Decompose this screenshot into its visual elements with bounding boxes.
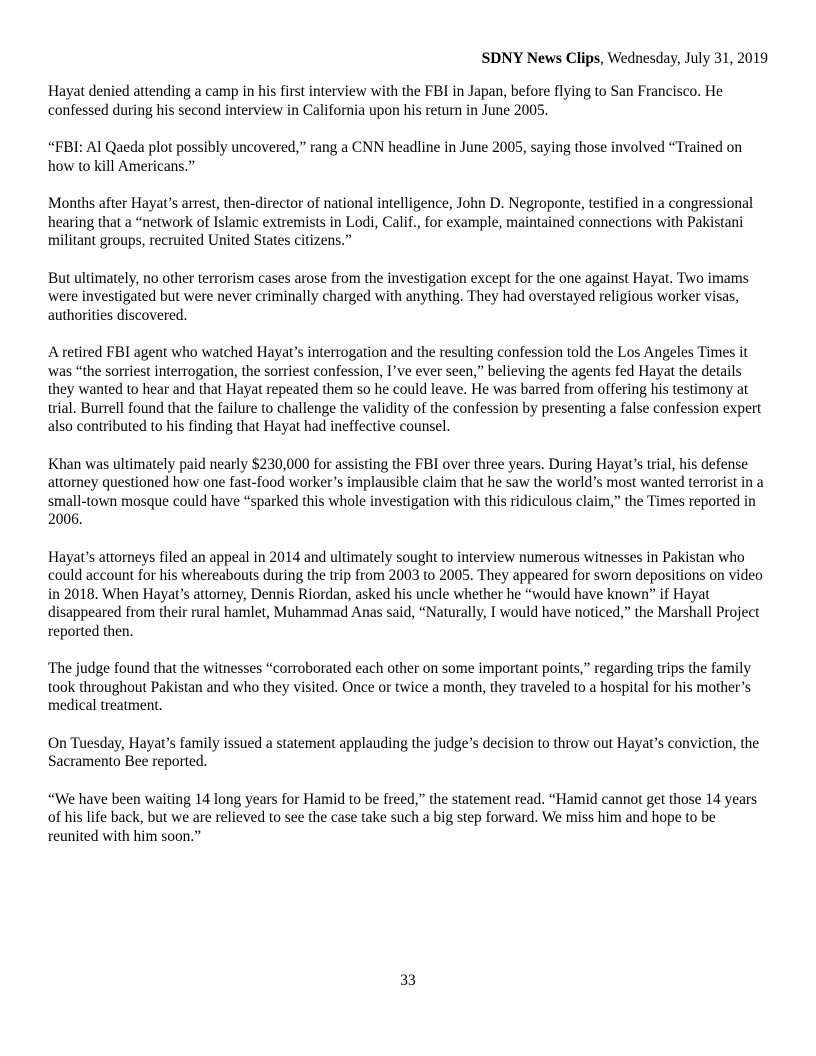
paragraph: The judge found that the witnesses “corroborated each other on some important points,” regarding trips the family took throughout Pakistan and who they visited. Once or twice a month, they traveled to a hospital for his mother’s medical treatment. xyxy=(48,660,752,714)
paragraph: Hayat denied attending a camp in his first interview with the FBI in Japan, before flying to San Francisco. He confessed during his second interview in California upon his return in June 2005. xyxy=(48,83,723,119)
publication-name: SDNY News Clips xyxy=(481,50,600,67)
paragraph: On Tuesday, Hayat’s family issued a statement applauding the judge’s decision to throw out Hayat’s conviction, the Sacramento Bee reported. xyxy=(48,734,760,770)
paragraph: “We have been waiting 14 long years for Hamid to be freed,” the statement read. “Hamid cannot get those 14 years of his life back, but we are relieved to see the case take such a big step forward. We miss him and hope to be reunited with him soon.” xyxy=(48,790,758,845)
article-body xyxy=(48,83,770,865)
header-date: Wednesday, July 31, 2019 xyxy=(607,50,768,67)
page-number: 33 xyxy=(400,972,416,989)
paragraph: Months after Hayat’s arrest, then-director of national intelligence, John D. Negroponte, testified in a congressional hearing that a “network of Islamic extremists in Lodi, Calif., for example, maintained connections with Pakistani militant groups, recruited United States citizens.” xyxy=(48,195,754,249)
paragraph: “FBI: Al Qaeda plot possibly uncovered,” rang a CNN headline in June 2005, saying those involved “Trained on how to kill Americans.” xyxy=(48,139,743,175)
paragraph: Khan was ultimately paid nearly $230,000 for assisting the FBI over three years. During Hayat’s trial, his defense attorney questioned how one fast-food worker’s implausible claim that he saw the world’s most wanted terrorist in a small-town mosque could have “sparked this whole investigation with this ridiculous claim,” the Times reported in 2006. xyxy=(48,455,764,528)
paragraph: But ultimately, no other terrorism cases arose from the investigation except for the one against Hayat. Two imams were investigated but were never criminally charged with anything. They had overstayed religious worker visas, authorities discovered. xyxy=(48,269,749,324)
paragraph: A retired FBI agent who watched Hayat’s interrogation and the resulting confession told the Los Angeles Times it was “the sorriest interrogation, the sorriest confession, I’ve ever seen,” believing the agents fed Hayat the details they wanted to hear and that Hayat repeated them so he could leave. He was barred from offering his testimony at trial. Burrell found that the failure to challenge the validity of the confession by presenting a false confession expert also contributed to his finding that Hayat had ineffective counsel. xyxy=(48,344,762,435)
header-separator: , xyxy=(599,50,608,67)
page-header xyxy=(482,49,768,68)
paragraph: Hayat’s attorneys filed an appeal in 2014 and ultimately sought to interview numerous witnesses in Pakistan who could account for his whereabouts during the trip from 2003 to 2005. They appeared for sworn depositions on video in 2018. When Hayat’s attorney, Dennis Riordan, asked his uncle whether he “would have known” if Hayat disappeared from their rural hamlet, Muhammad Anas said, “Naturally, I would have noticed,” the Marshall Project reported then. xyxy=(48,548,763,640)
